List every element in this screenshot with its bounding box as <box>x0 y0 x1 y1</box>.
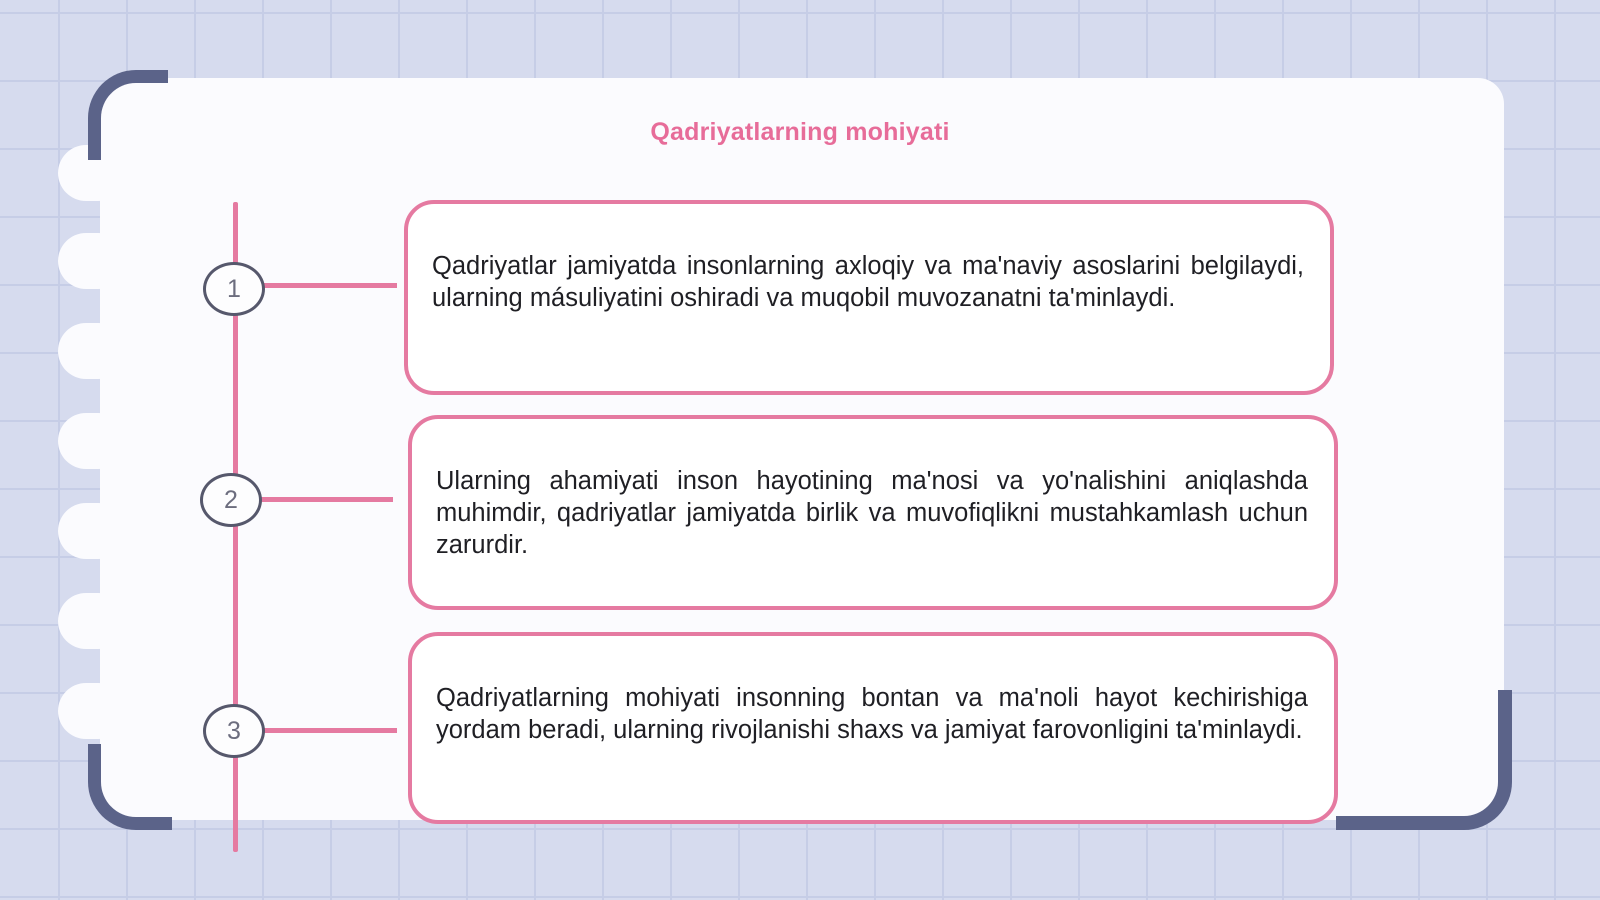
paper-tab <box>58 683 126 739</box>
content-card <box>408 632 1338 824</box>
paper-tab <box>58 413 126 469</box>
content-card <box>404 200 1334 395</box>
step-number: 2 <box>224 485 238 514</box>
paper-tab <box>58 503 126 559</box>
step-number-circle <box>200 473 262 527</box>
paper-tab <box>58 323 126 379</box>
corner-bracket-bottom-left <box>88 744 172 830</box>
card-text: Ularning ahamiyati inson hayotining ma'nosi va yo'nalishini aniqlashda muhimdir, qadriyatlar jamiyatda birlik va muvofiqlikni mustahkamlash uchun zarurdir. <box>436 467 1308 559</box>
paper-tab <box>58 593 126 649</box>
step-number: 3 <box>227 716 241 745</box>
card-text: Qadriyatlarning mohiyati insonning bontan va ma'noli hayot kechirishiga yordam beradi, ularning rivojlanishi shaxs va jamiyat farovonligini ta'minlaydi. <box>436 684 1308 744</box>
paper-tab <box>58 233 126 289</box>
step-number-circle <box>203 704 265 758</box>
timeline-connector <box>262 728 397 733</box>
corner-bracket-top-left <box>88 70 168 160</box>
timeline-connector <box>258 497 393 502</box>
corner-bracket-bottom-right <box>1336 690 1512 830</box>
step-number: 1 <box>227 274 241 303</box>
content-card <box>408 415 1338 610</box>
timeline-connector <box>262 283 397 288</box>
card-text: Qadriyatlar jamiyatda insonlarning axloqiy va ma'naviy asoslarini belgilaydi, ularning másuliyatini oshiradi va muqobil muvozanatni ta'minlaydi. <box>432 252 1304 312</box>
step-number-circle <box>203 262 265 316</box>
slide-title: Qadriyatlarning mohiyati <box>650 118 950 146</box>
